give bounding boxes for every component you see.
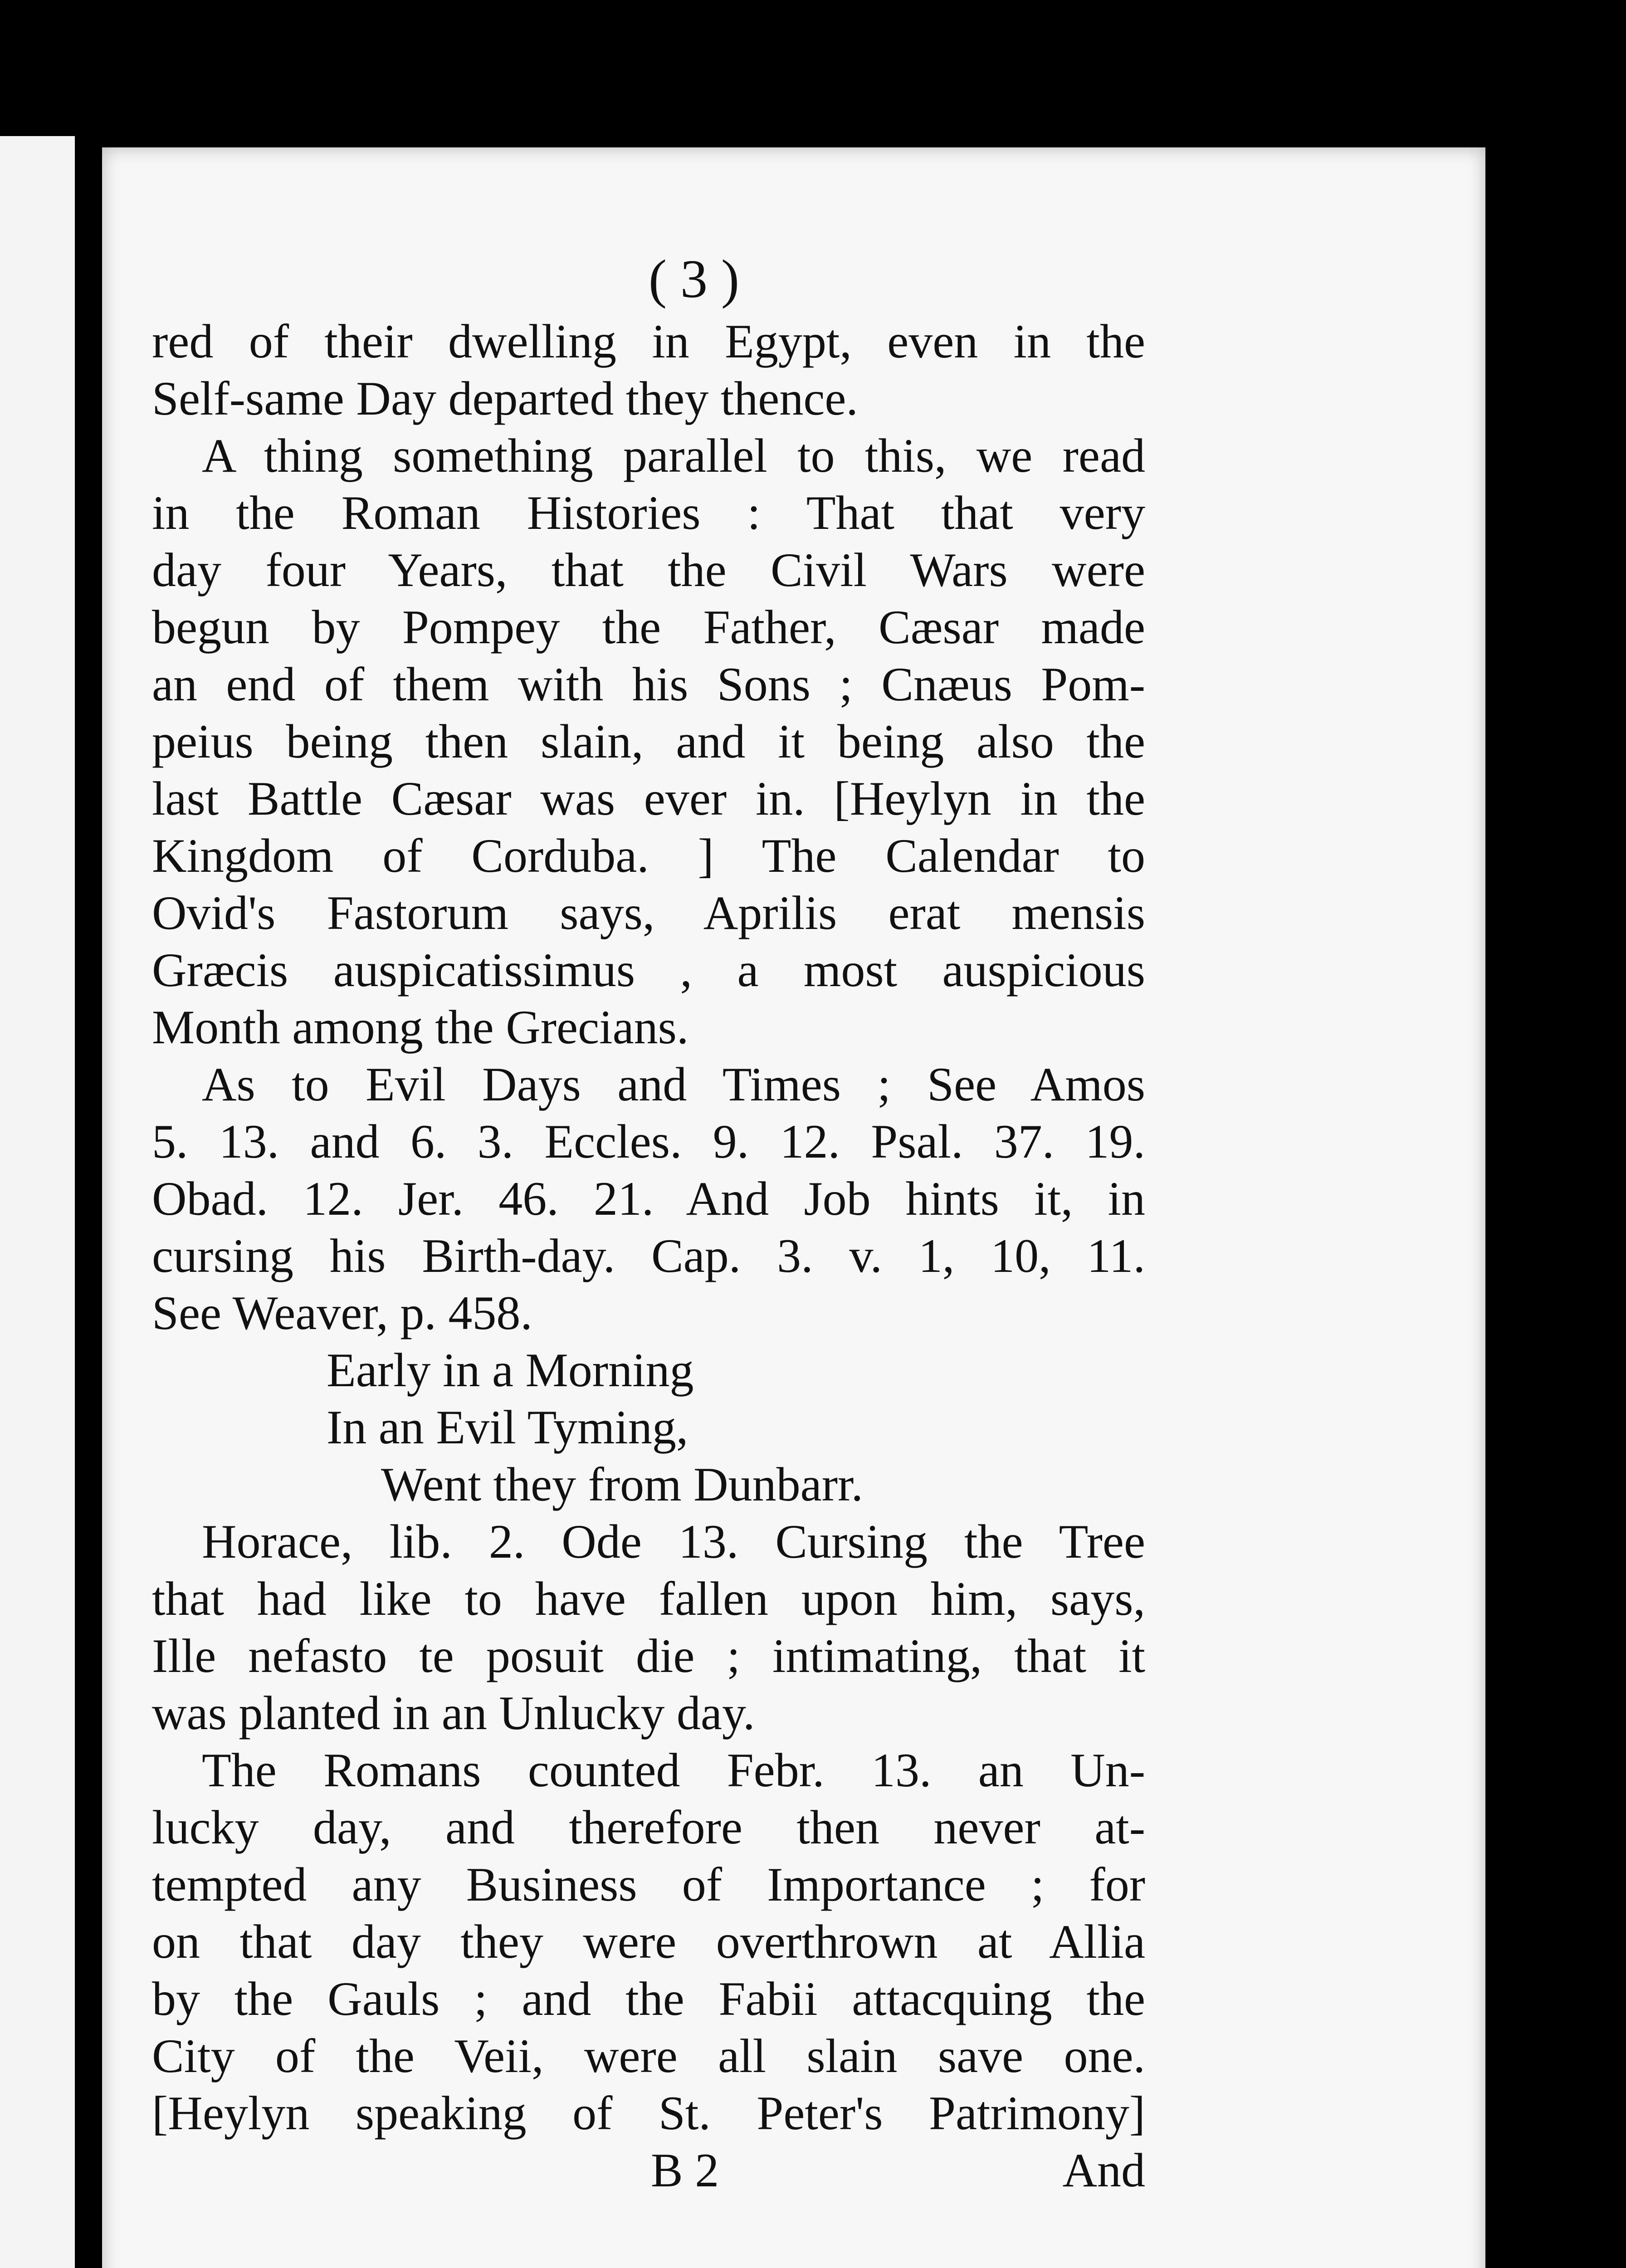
text-line: Self-same Day departed they thence. — [152, 372, 858, 425]
verse-line: Went they from Dunbarr. — [381, 1458, 863, 1511]
text-line: The Romans counted Febr. 13. an Un- — [202, 1744, 1145, 1797]
text-line: tempted any Business of Importance ; for — [152, 1858, 1145, 1911]
text-line: lucky day, and therefore then never at- — [152, 1801, 1145, 1854]
text-line: See Weaver, p. 458. — [152, 1286, 532, 1339]
text-line: Kingdom of Corduba. ] The Calendar to — [152, 829, 1145, 882]
text-line: [Heylyn speaking of St. Peter's Patrimony] — [152, 2087, 1145, 2140]
text-line: red of their dwelling in Egypt, even in the — [152, 315, 1145, 368]
text-line: that had like to have fallen upon him, says, — [152, 1572, 1145, 1625]
page-number-header: ( 3 ) — [649, 249, 739, 309]
text-line: by the Gauls ; and the Fabii attacquing the — [152, 1972, 1145, 2025]
page-footer — [152, 2142, 1145, 2199]
text-line: A thing something parallel to this, we read — [202, 429, 1145, 482]
text-line: on that day they were overthrown at Allia — [152, 1915, 1145, 1968]
text-line: day four Years, that the Civil Wars were — [152, 543, 1145, 596]
page-text — [152, 245, 1145, 2199]
text-line: begun by Pompey the Father, Cæsar made — [152, 601, 1145, 654]
text-line: Ille nefasto te posuit die ; intimating, that it — [152, 1629, 1145, 1682]
text-line: an end of them with his Sons ; Cnæus Pom- — [152, 658, 1145, 711]
text-line: cursing his Birth-day. Cap. 3. v. 1, 10, 11. — [152, 1229, 1145, 1282]
text-line: Ovid's Fastorum says, Aprilis erat mensis — [152, 886, 1145, 939]
verse-line: In an Evil Tyming, — [327, 1401, 688, 1454]
text-line: was planted in an Unlucky day. — [152, 1686, 755, 1740]
catchword: And — [1062, 2144, 1145, 2197]
facing-page-edge — [0, 136, 75, 2268]
verse-line: Early in a Morning — [327, 1344, 694, 1397]
text-line: peius being then slain, and it being also the — [152, 715, 1145, 768]
text-line: in the Roman Histories : That that very — [152, 486, 1145, 539]
text-line: Horace, lib. 2. Ode 13. Cursing the Tree — [202, 1515, 1145, 1568]
text-line: 5. 13. and 6. 3. Eccles. 9. 12. Psal. 37. 19. — [152, 1115, 1145, 1168]
signature-mark: B 2 — [651, 2144, 719, 2197]
text-line: As to Evil Days and Times ; See Amos — [202, 1058, 1145, 1111]
text-line: City of the Veii, were all slain save one. — [152, 2029, 1145, 2082]
text-line: Month among the Grecians. — [152, 1001, 689, 1054]
text-line: Obad. 12. Jer. 46. 21. And Job hints it, in — [152, 1172, 1145, 1225]
text-line: last Battle Cæsar was ever in. [Heylyn in the — [152, 772, 1145, 825]
text-line: Græcis auspicatissimus , a most auspicious — [152, 943, 1145, 997]
